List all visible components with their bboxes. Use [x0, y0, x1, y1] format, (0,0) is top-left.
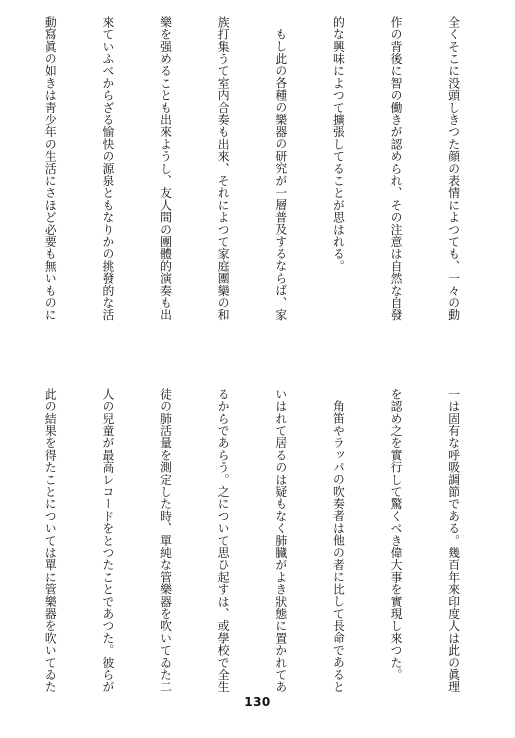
text-line: 徒の肺活量を測定した時、單純な管樂器を吹いてゐた二 — [158, 388, 173, 693]
text-line: 動寫眞の如きは靑少年の生活にさほど必要も無いものに — [43, 16, 58, 321]
text-line: 族打集うて室内合奏も出來、それによつて家庭團欒の和 — [216, 16, 231, 321]
text-line: 的な興味によつて擴張してることが思はれる。 — [331, 16, 346, 273]
top-text-column — [26, 16, 501, 374]
text-line: 樂を强めることも出來ようし、友人間の團體的演奏も出 — [158, 16, 173, 321]
text-line: 角笛やラッパの吹奏者は他の者に比して長命であると — [331, 399, 346, 693]
bottom-text-column — [26, 388, 501, 693]
text-line: を認め之を實行して驚くべき偉大事を實現し來つた。 — [388, 388, 403, 681]
text-line — [0, 388, 2, 688]
text-line: 此の結果を得たことについては單に管樂器を吹いてゐた — [43, 388, 58, 693]
text-line: もし此の各種の樂器の研究が一層普及するならば、家 — [273, 27, 288, 321]
text-line: 作の背後に智の働きが認められ、その注意は自然な自發 — [388, 16, 403, 321]
text-line: 一は固有な呼吸調節である。幾百年來印度人は此の眞理 — [446, 388, 461, 693]
text-line: 全くそこに没頭しきつた顔の表情によつても、一々の動 — [446, 16, 461, 321]
text-line: 人の兒童が最高レコードをとつたことであつた。彼らが — [100, 388, 115, 693]
text-line: 來ていふべからざる愉快の源泉ともなりかの挑發的な活 — [100, 16, 115, 321]
text-line — [0, 16, 2, 374]
text-line: るからであらう。之について思ひ起すは、或學校で全生 — [216, 388, 231, 693]
text-line: いはれて居るのは疑もなく肺臓がよき狀態に置かれてあ — [273, 388, 288, 693]
page-number: 130 — [244, 695, 271, 709]
